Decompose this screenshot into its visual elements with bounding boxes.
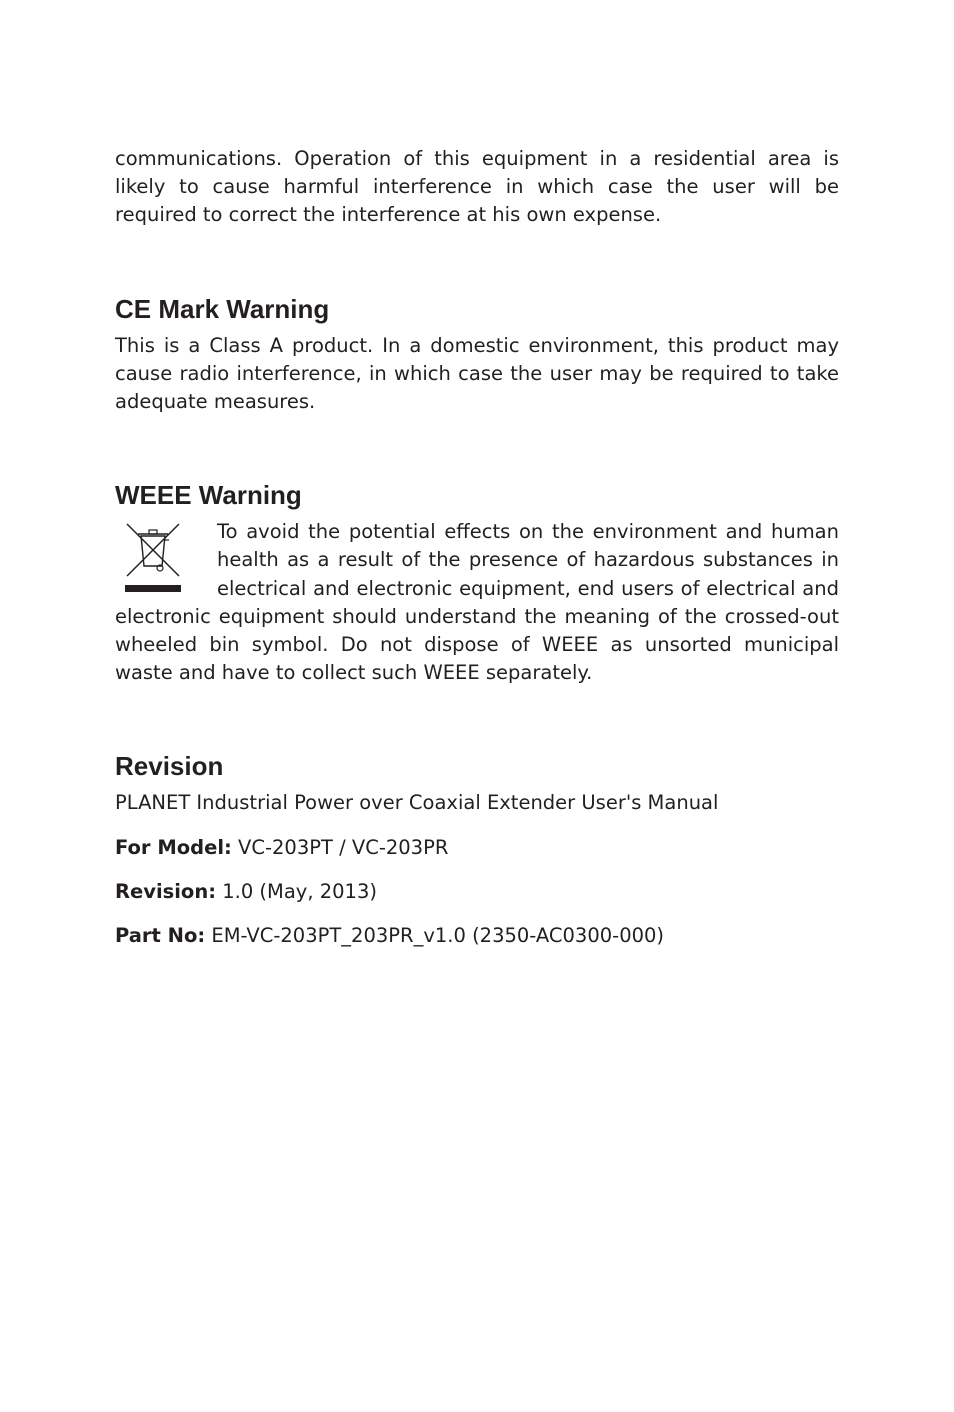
manual-page — [115, 145, 839, 950]
revision-model-line — [115, 834, 839, 862]
model-value: VC-203PT / VC-203PR — [238, 835, 449, 859]
part-number-label: Part No: — [115, 923, 206, 947]
weee-warning-text: To avoid the potential effects on the environment and human health as a result of the presence of hazardous substances in electrical and electronic equipment, end users of electrical and electronic equipment should understand the meaning of the crossed-out wheeled bin symbol. Do not dispose of WEEE as unsorted municipal waste and have to collect such WEEE separately. — [115, 520, 839, 685]
revision-heading: Revision — [115, 751, 224, 782]
revision-manual-title: PLANET Industrial Power over Coaxial Extender User's Manual — [115, 791, 719, 815]
revision-version-line — [115, 878, 839, 906]
revision-part-line — [115, 922, 839, 950]
ce-mark-warning-text: This is a Class A product. In a domestic environment, this product may cause radio interference, in which case the user may be required to take adequate measures. — [115, 333, 839, 414]
part-number-value: EM-VC-203PT_203PR_v1.0 (2350-AC0300-000) — [211, 923, 665, 947]
revision-label: Revision: — [115, 879, 217, 903]
intro-paragraph: communications. Operation of this equipment in a residential area is likely to cause harmful interference in which case the user will be required to correct the interference at his own expense. — [115, 147, 839, 227]
revision-value: 1.0 (May, 2013) — [222, 879, 377, 903]
weee-warning-heading: WEEE Warning — [115, 480, 302, 511]
weee-warning-section — [115, 518, 839, 687]
ce-mark-warning-heading: CE Mark Warning — [115, 293, 330, 324]
crossed-out-wheeled-bin-icon — [121, 518, 193, 598]
model-label: For Model: — [115, 835, 232, 859]
